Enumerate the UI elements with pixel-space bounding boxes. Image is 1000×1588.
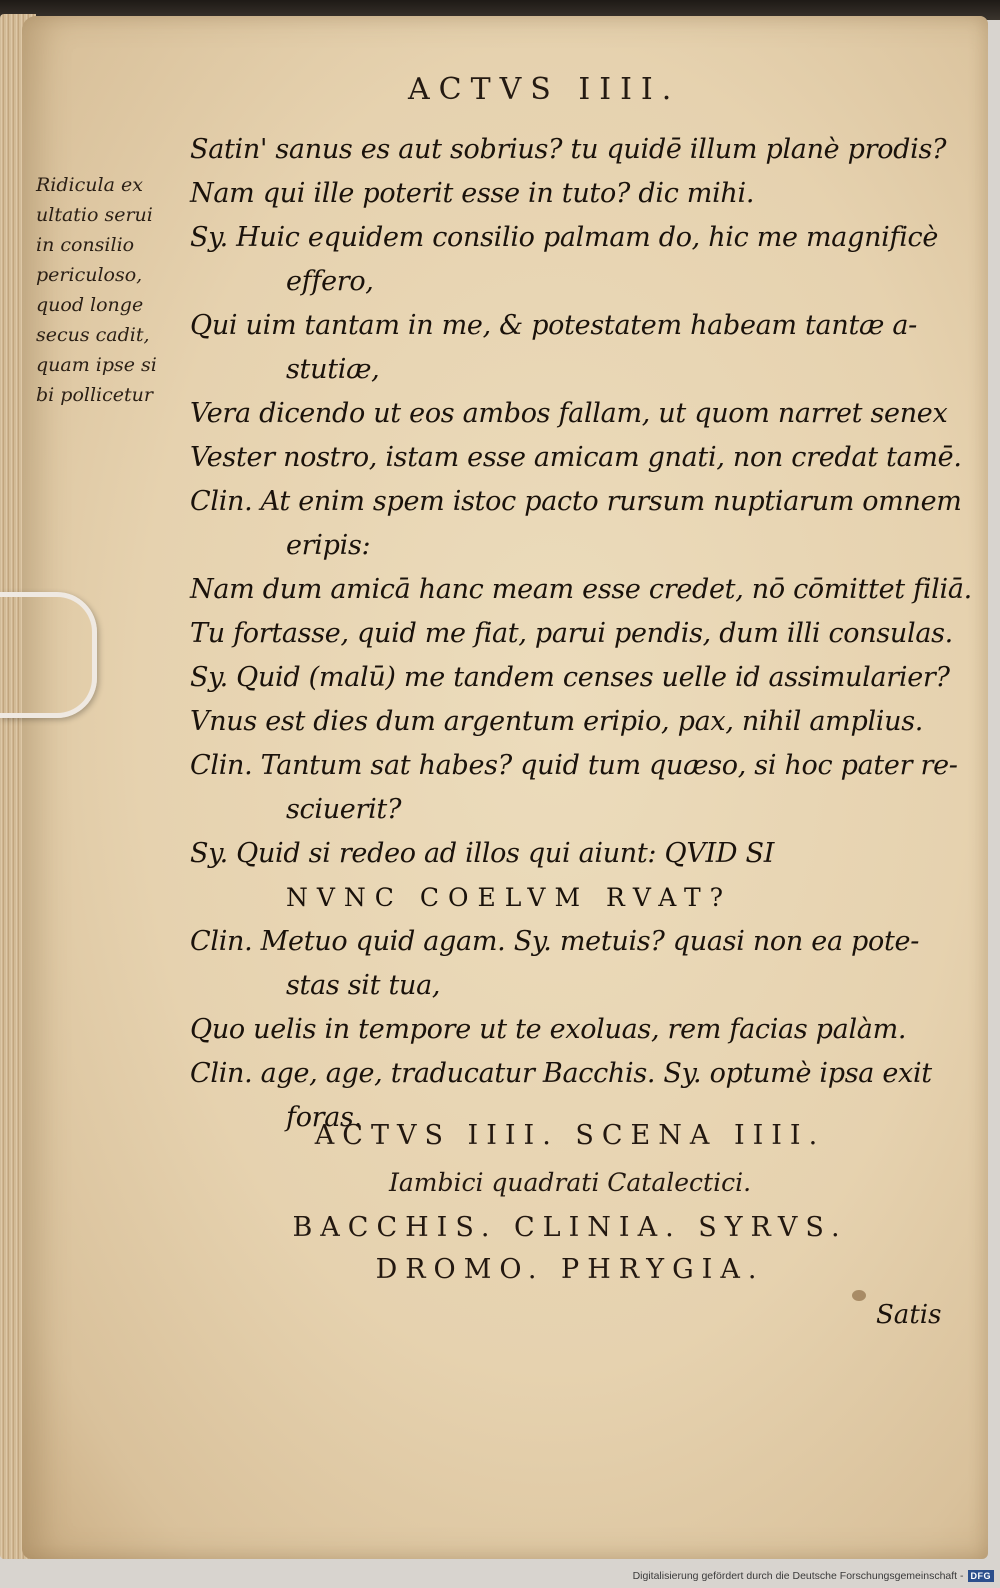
verse-line: Clin. Tantum sat habes? quid tum quæso, si hoc pater re- — [190, 750, 958, 781]
verse-line: Satin' sanus es aut sobrius? tu quidē illum planè prodis? — [190, 134, 947, 165]
marginal-note-line: ultatio serui — [36, 204, 153, 226]
marginal-note — [36, 170, 196, 410]
cast-list-line-1: BACCHIS. CLINIA. SYRVS. — [292, 1212, 848, 1243]
verse-line: eripis: — [286, 530, 371, 561]
verse-line: Tu fortasse, quid me fiat, parui pendis, dum illi consulas. — [190, 618, 953, 649]
verse-line: Clin. At enim spem istoc pacto rursum nuptiarum omnem — [190, 486, 962, 517]
verse-line: stas sit tua, — [286, 970, 441, 1001]
verse-line: Sy. Quid (malū) me tandem censes uelle id assimularier? — [190, 662, 950, 693]
verse-line: effero, — [286, 266, 374, 297]
marginal-note-line: quam ipse si — [36, 354, 157, 376]
verse-line: Clin. Metuo quid agam. Sy. metuis? quasi non ea pote- — [190, 926, 920, 957]
marginal-note-line: Ridicula ex — [36, 174, 143, 196]
digitization-footer — [633, 1570, 994, 1582]
verse-line: Nam dum amicā hanc meam esse credet, nō cōmittet filiā. — [190, 574, 972, 605]
verse-line: stutiæ, — [286, 354, 380, 385]
verse-line: Vera dicendo ut eos ambos fallam, ut quom narret senex — [190, 398, 948, 429]
page-clip — [0, 592, 97, 718]
marginal-note-line: secus cadit, — [36, 324, 150, 346]
marginal-note-line: bi pollicetur — [36, 384, 153, 406]
verse-line: Vester nostro, istam esse amicam gnati, non credat tamē. — [190, 442, 962, 473]
verse-line: Quo uelis in tempore ut te exoluas, rem facias palàm. — [190, 1014, 907, 1045]
cast-list-line-2: DROMO. PHRYGIA. — [375, 1254, 765, 1285]
dfg-logo: DFG — [968, 1570, 995, 1582]
verse-line: Qui uim tantam in me, & potestatem habeam tantæ a- — [190, 310, 917, 341]
marginal-note-line: quod longe — [36, 294, 144, 316]
meter-heading: Iambici quadrati Catalectici. — [388, 1168, 752, 1197]
verse-line: Sy. Quid si redeo ad illos qui aiunt: QVID SI — [190, 838, 775, 869]
scene-heading: ACTVS IIII. SCENA IIII. — [314, 1120, 826, 1151]
marginal-note-line: periculoso, — [36, 264, 143, 286]
verse-line: Nam qui ille poterit esse in tuto? dic mihi. — [190, 178, 755, 209]
verse-line: Sy. Huic equidem consilio palmam do, hic me magnificè — [190, 222, 939, 253]
verse-line: NVNC COELVM RVAT? — [286, 883, 733, 912]
ink-stain — [852, 1290, 866, 1301]
verse-line: sciuerit? — [286, 794, 402, 825]
verse-line: Vnus est dies dum argentum eripio, pax, nihil amplius. — [190, 706, 924, 737]
running-head: ACTVS IIII. — [408, 72, 681, 107]
verse-line: Clin. age, age, traducatur Bacchis. Sy. optumè ipsa exit — [190, 1058, 932, 1089]
verse-line: foras. — [286, 1102, 362, 1133]
marginal-note-line: in consilio — [36, 234, 135, 256]
verse-text — [190, 128, 972, 1140]
footer-text: Digitalisierung gefördert durch die Deutsche Forschungsgemeinschaft - — [632, 1570, 964, 1582]
catchword: Satis — [876, 1300, 942, 1330]
